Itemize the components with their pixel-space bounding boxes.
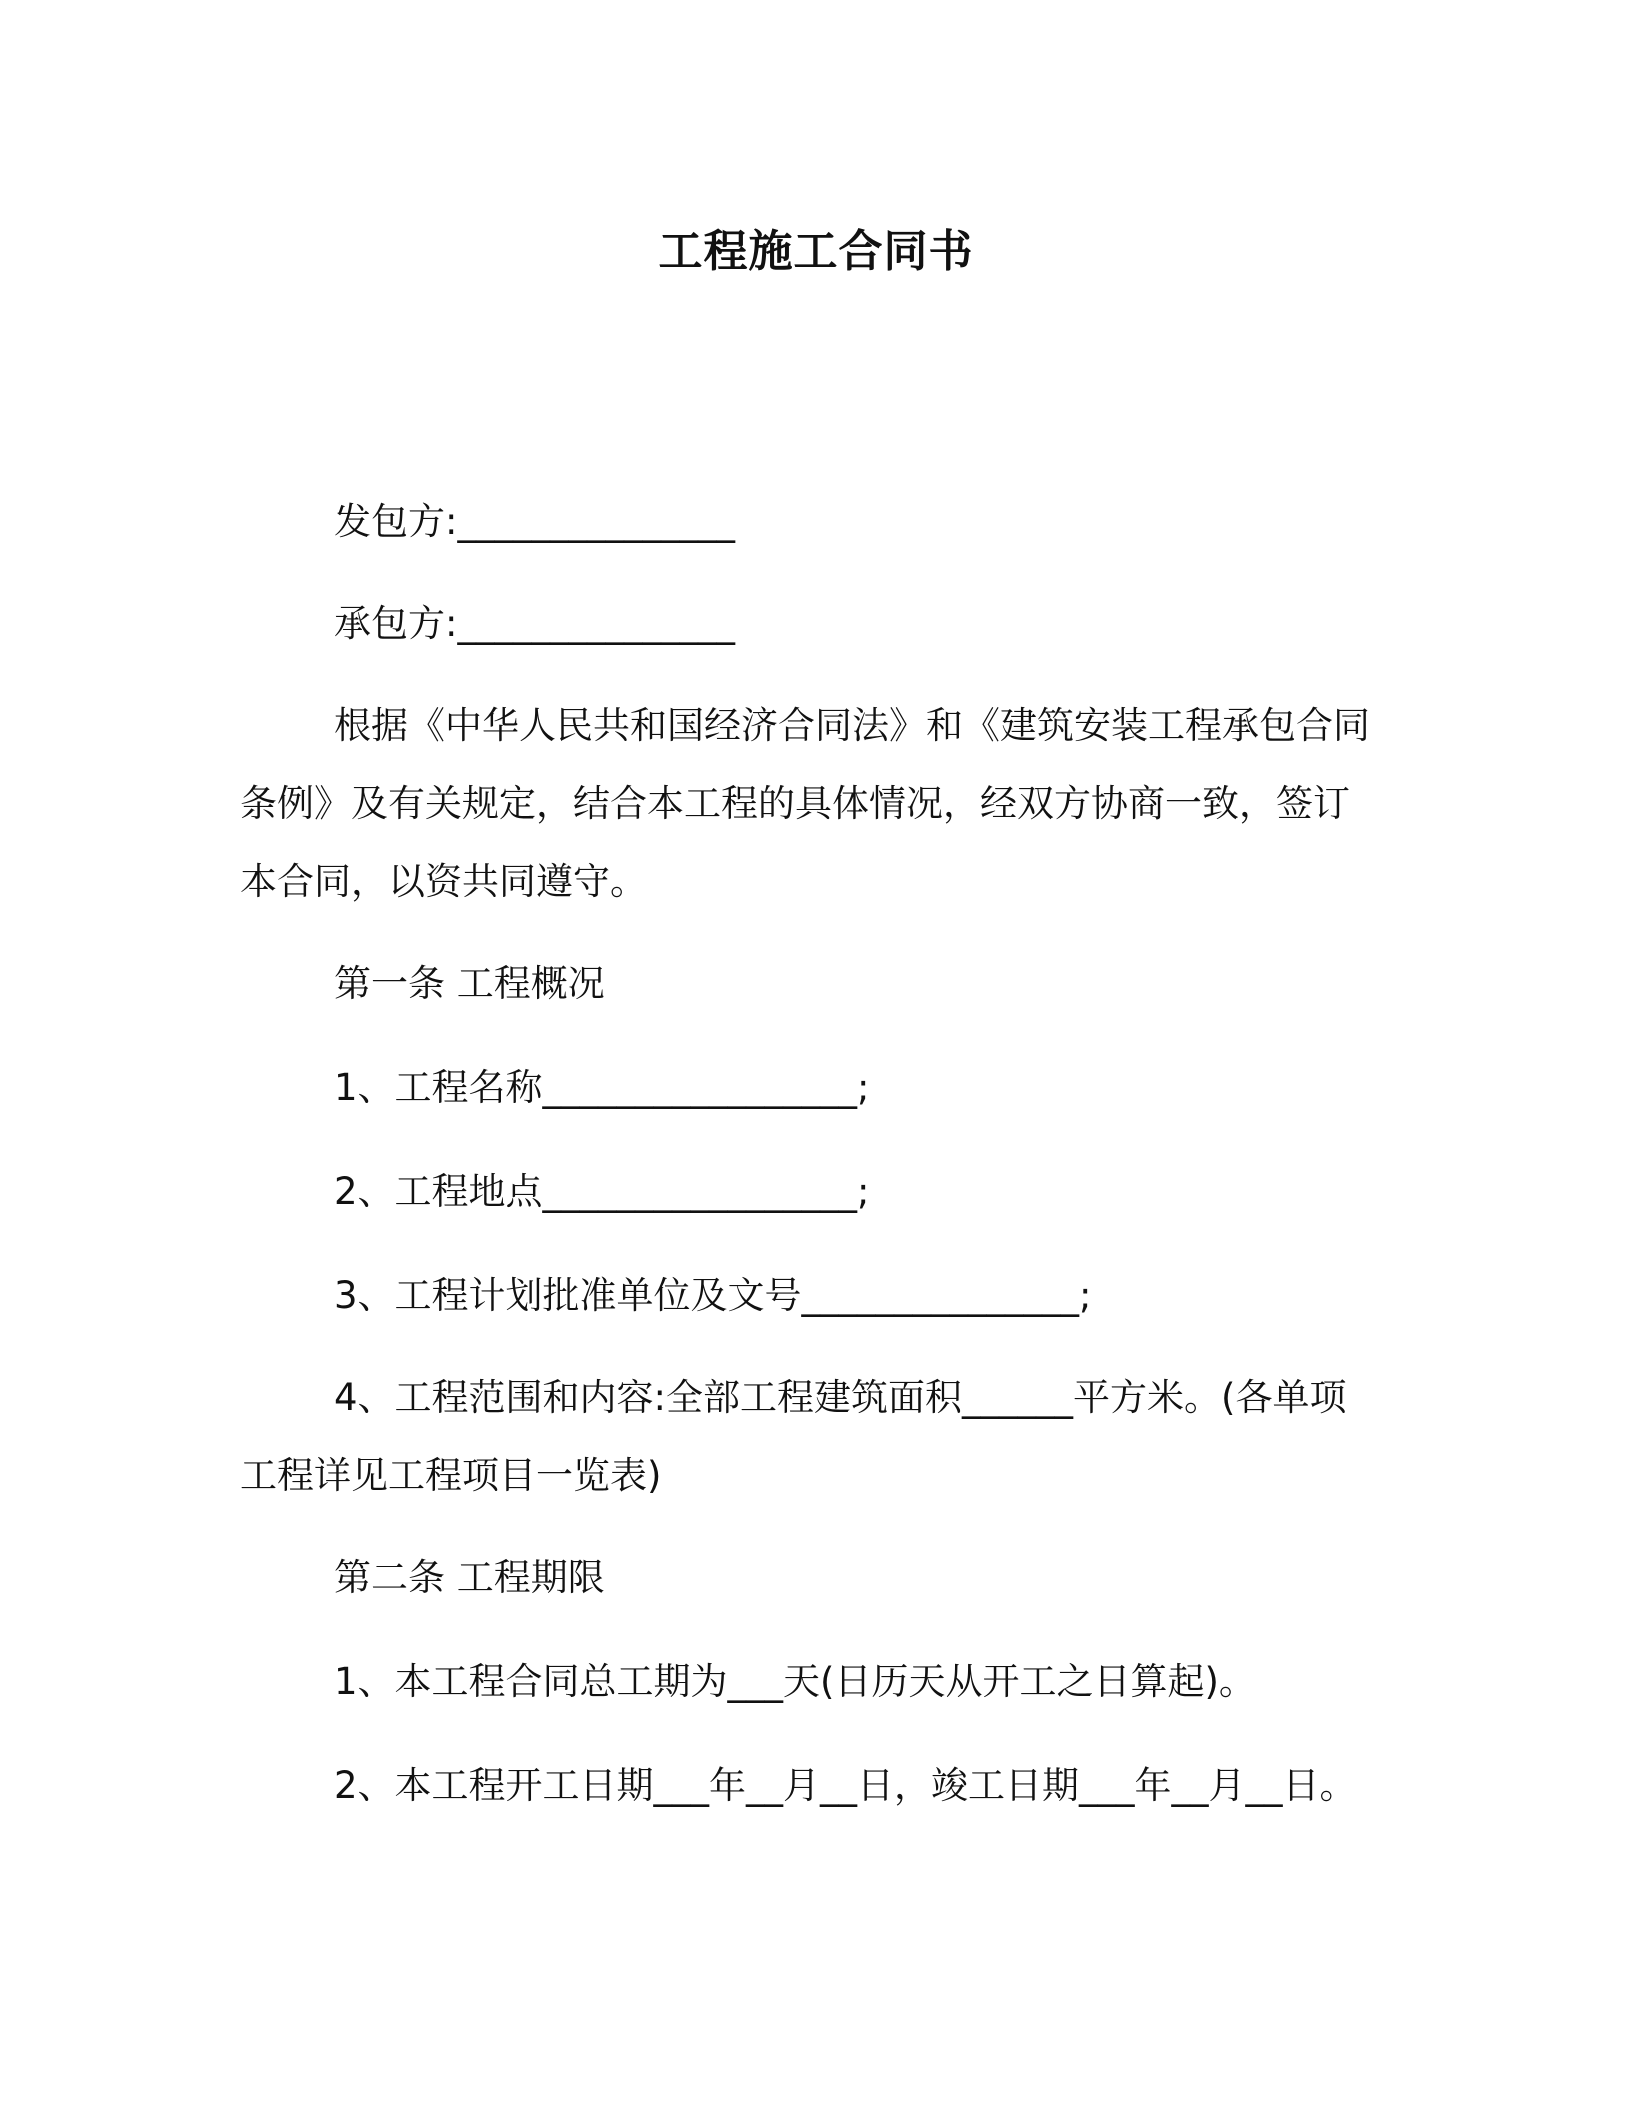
- page-title: 工程施工合同书: [658, 226, 974, 277]
- article-2-item-2: 2、本工程开工日期___年__月__日，竣工日期___年__月__日。: [334, 1764, 1357, 1807]
- article-1-item-4-line-2: 工程详见工程项目一览表): [240, 1454, 662, 1497]
- preamble-line-1: 根据《中华人民共和国经济合同法》和《建筑安装工程承包合同: [334, 704, 1370, 747]
- article-1-item-2: 2、工程地点_________________;: [334, 1170, 870, 1213]
- article-1-heading: 第一条 工程概况: [334, 962, 605, 1005]
- article-1-item-3: 3、工程计划批准单位及文号_______________;: [334, 1274, 1092, 1317]
- preamble-line-2: 条例》及有关规定，结合本工程的具体情况，经双方协商一致，签订: [240, 782, 1350, 825]
- preamble-line-3: 本合同，以资共同遵守。: [240, 860, 647, 903]
- article-2-item-1: 1、本工程合同总工期为___天(日历天从开工之日算起)。: [334, 1660, 1256, 1703]
- party-b-line: 承包方:_______________: [334, 602, 735, 645]
- article-1-item-1: 1、工程名称_________________;: [334, 1066, 870, 1109]
- article-1-item-4-line-1: 4、工程范围和内容:全部工程建筑面积______平方米。(各单项: [334, 1376, 1347, 1419]
- article-2-heading: 第二条 工程期限: [334, 1556, 605, 1599]
- party-a-line: 发包方:_______________: [334, 500, 735, 543]
